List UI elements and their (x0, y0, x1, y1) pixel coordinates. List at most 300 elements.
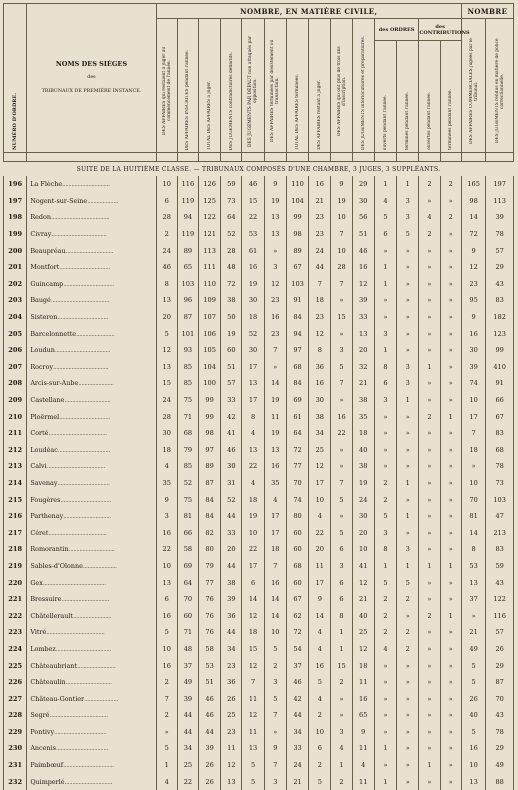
row-number: 222 (4, 607, 27, 624)
value-cell-col-7: 98 (286, 226, 308, 243)
table-row (4, 591, 514, 608)
value-cell-col-10: 56 (352, 209, 374, 226)
value-cell-col-10: 12 (352, 276, 374, 293)
value-cell-col-4: 31 (221, 475, 242, 492)
tribunal-name: Châteaulin (30, 678, 66, 687)
value-cell-col-3: 82 (198, 524, 220, 541)
value-cell-col-1: 24 (156, 242, 177, 259)
value-cell-col-8: 38 (309, 408, 331, 425)
value-cell-col-3: 99 (198, 408, 220, 425)
value-cell-col-10: 9 (352, 724, 374, 741)
value-cell-col-14: » (440, 475, 461, 492)
tribunal-name-cell (27, 359, 156, 376)
value-cell-col-10: 29 (352, 176, 374, 193)
value-cell-col-5: 12 (242, 657, 264, 674)
table-row (4, 193, 514, 210)
value-cell-col-9: 3 (331, 724, 352, 741)
value-cell-col-3: 110 (198, 276, 220, 293)
leader-dots: ............................... (63, 512, 111, 521)
value-cell-col-14: » (440, 292, 461, 309)
value-cell-col-4: 38 (221, 574, 242, 591)
value-cell-col-8: 16 (309, 375, 331, 392)
value-cell-col-12: 3 (397, 209, 419, 226)
tribunal-name: Paimbœuf (30, 761, 64, 770)
value-cell-col-8: 17 (309, 475, 331, 492)
value-cell-col-7: 103 (286, 276, 308, 293)
value-cell-col-15: » (461, 458, 485, 475)
value-cell-col-14: 2 (440, 176, 461, 193)
table-row (4, 475, 514, 492)
civil-group-header: NOMBRE, EN MATIÈRE CIVILE, (156, 4, 461, 19)
value-cell-col-16: 103 (486, 491, 514, 508)
table-row (4, 674, 514, 691)
tribunal-name-cell (27, 309, 156, 326)
value-cell-col-2: 119 (177, 193, 198, 210)
col-header-6: DES AFFAIRES terminées par désistement ou transaction. (264, 19, 286, 153)
value-cell-col-13: 2 (419, 408, 440, 425)
row-number: 205 (4, 325, 27, 342)
tribunal-name-cell (27, 707, 156, 724)
tribunal-name-cell (27, 209, 156, 226)
value-cell-col-8: 22 (309, 524, 331, 541)
value-cell-col-1: 16 (156, 607, 177, 624)
value-cell-col-2: 75 (177, 491, 198, 508)
value-cell-col-12: » (397, 690, 419, 707)
value-cell-col-2: 64 (177, 574, 198, 591)
value-cell-col-5: 16 (242, 259, 264, 276)
row-number: 199 (4, 226, 27, 243)
value-cell-col-3: 105 (198, 342, 220, 359)
value-cell-col-3: 87 (198, 475, 220, 492)
value-cell-col-12: 1 (397, 558, 419, 575)
value-cell-col-3: 77 (198, 574, 220, 591)
value-cell-col-14: » (440, 641, 461, 658)
value-cell-col-7: 44 (286, 707, 308, 724)
value-cell-col-13: » (419, 242, 440, 259)
value-cell-col-15: 10 (461, 392, 485, 409)
value-cell-col-7: 64 (286, 425, 308, 442)
row-number: 231 (4, 757, 27, 774)
col-header-11: ouverts pendant l'année. (374, 41, 396, 153)
value-cell-col-10: 16 (352, 259, 374, 276)
value-cell-col-3: 79 (198, 558, 220, 575)
statistics-table (3, 3, 514, 790)
value-cell-col-2: 52 (177, 475, 198, 492)
value-cell-col-12: 1 (397, 392, 419, 409)
value-cell-col-1: 30 (156, 425, 177, 442)
value-cell-col-13: » (419, 425, 440, 442)
tribunal-name: Baugé (30, 296, 51, 305)
value-cell-col-4: 23 (221, 657, 242, 674)
value-cell-col-13: » (419, 375, 440, 392)
value-cell-col-2: 75 (177, 392, 198, 409)
value-cell-col-14: » (440, 757, 461, 774)
leader-dots: .................................... (53, 362, 109, 371)
value-cell-col-11: 8 (374, 541, 396, 558)
value-cell-col-11: 1 (374, 740, 396, 757)
tribunal-name-cell (27, 491, 156, 508)
value-cell-col-11: 1 (374, 176, 396, 193)
value-cell-col-9: 19 (331, 193, 352, 210)
tribunal-name: La Flèche (30, 180, 63, 189)
table-row (4, 641, 514, 658)
value-cell-col-6: 17 (264, 524, 286, 541)
value-cell-col-10: 39 (352, 292, 374, 309)
col-header-14: terminées pendant l'année. (440, 41, 461, 153)
value-cell-col-3: 111 (198, 259, 220, 276)
value-cell-col-15: 26 (461, 690, 485, 707)
tribunal-name: Castellane (30, 396, 65, 405)
value-cell-col-4: 57 (221, 375, 242, 392)
value-cell-col-4: 42 (221, 408, 242, 425)
value-cell-col-2: 119 (177, 226, 198, 243)
value-cell-col-12: » (397, 242, 419, 259)
value-cell-col-9: 5 (331, 491, 352, 508)
value-cell-col-7: 54 (286, 641, 308, 658)
table-row (4, 773, 514, 790)
table-row (4, 624, 514, 641)
tribunal-name-cell (27, 276, 156, 293)
value-cell-col-1: 5 (156, 325, 177, 342)
value-cell-col-8: 36 (309, 359, 331, 376)
leader-dots: ...................................... (50, 213, 110, 222)
col-header-16: DES JUGEMENTS rendus en matière de police correctionnelle. (486, 19, 514, 153)
value-cell-col-7: 67 (286, 259, 308, 276)
leader-dots: ................................. (59, 412, 110, 421)
value-cell-col-9: » (331, 325, 352, 342)
value-cell-col-2: 87 (177, 309, 198, 326)
value-cell-col-11: » (374, 757, 396, 774)
value-cell-col-10: 32 (352, 359, 374, 376)
value-cell-col-14: 1 (440, 607, 461, 624)
value-cell-col-11: » (374, 458, 396, 475)
value-cell-col-1: 3 (156, 508, 177, 525)
value-cell-col-8: 20 (309, 541, 331, 558)
value-cell-col-4: 59 (221, 176, 242, 193)
value-cell-col-12: » (397, 458, 419, 475)
value-cell-col-6: 16 (264, 458, 286, 475)
value-cell-col-8: 23 (309, 209, 331, 226)
col-header-13: ouvertes pendant l'année. (419, 41, 440, 153)
col-number-label: NUMÉRO D'ORDRE. (11, 93, 18, 150)
value-cell-col-2: 68 (177, 425, 198, 442)
tribunal-name-cell (27, 541, 156, 558)
value-cell-col-8: 17 (309, 574, 331, 591)
value-cell-col-16: 43 (486, 276, 514, 293)
col-header-12: terminés pendant l'année. (397, 41, 419, 153)
value-cell-col-6: 13 (264, 209, 286, 226)
value-cell-col-7: 74 (286, 491, 308, 508)
tribunal-name: Barcelonnette (30, 329, 77, 338)
value-cell-col-1: 2 (156, 226, 177, 243)
value-cell-col-9: 6 (331, 541, 352, 558)
tribunal-name: Loudun (30, 346, 55, 355)
row-number: 204 (4, 309, 27, 326)
value-cell-col-16: 122 (486, 591, 514, 608)
tribunal-name-cell (27, 757, 156, 774)
value-cell-col-1: 28 (156, 209, 177, 226)
value-cell-col-1: 9 (156, 491, 177, 508)
value-cell-col-10: 25 (352, 624, 374, 641)
value-cell-col-12: » (397, 442, 419, 459)
value-cell-col-5: 18 (242, 491, 264, 508)
value-cell-col-5: 15 (242, 193, 264, 210)
value-cell-col-9: 7 (331, 276, 352, 293)
row-number: 216 (4, 508, 27, 525)
value-cell-col-2: 70 (177, 591, 198, 608)
value-cell-col-3: 109 (198, 292, 220, 309)
value-cell-col-11: 3 (374, 325, 396, 342)
row-number: 218 (4, 541, 27, 558)
value-cell-col-2: 71 (177, 624, 198, 641)
value-cell-col-11: 1 (374, 276, 396, 293)
value-cell-col-2: 22 (177, 773, 198, 790)
value-cell-col-5: 52 (242, 325, 264, 342)
value-cell-col-4: 33 (221, 524, 242, 541)
value-cell-col-12: 5 (397, 574, 419, 591)
value-cell-col-7: 24 (286, 757, 308, 774)
tribunal-name: Pontivy (30, 727, 55, 736)
value-cell-col-8: 18 (309, 292, 331, 309)
value-cell-col-11: » (374, 292, 396, 309)
names-des: des (87, 75, 96, 80)
value-cell-col-11: 2 (374, 475, 396, 492)
col-header-9: DES AFFAIRES qui ont plus de trois ans d'inscription. (331, 19, 352, 153)
value-cell-col-16: 29 (486, 740, 514, 757)
row-number: 202 (4, 276, 27, 293)
value-cell-col-15: 53 (461, 558, 485, 575)
value-cell-col-4: 52 (221, 226, 242, 243)
value-cell-col-4: 39 (221, 591, 242, 608)
value-cell-col-8: 30 (309, 392, 331, 409)
value-cell-col-4: 19 (221, 325, 242, 342)
table-row (4, 757, 514, 774)
value-cell-col-12: » (397, 674, 419, 691)
row-number: 214 (4, 475, 27, 492)
value-cell-col-3: 104 (198, 359, 220, 376)
value-cell-col-10: 38 (352, 458, 374, 475)
leader-dots: ......................................... (42, 578, 106, 587)
value-cell-col-11: 3 (374, 524, 396, 541)
tribunal-name: Châteaubriant (30, 661, 78, 670)
value-cell-col-15: 9 (461, 242, 485, 259)
value-cell-col-10: 35 (352, 408, 374, 425)
tribunal-name: Redon (30, 213, 51, 222)
tribunal-name-cell (27, 657, 156, 674)
value-cell-col-8: 34 (309, 425, 331, 442)
value-cell-col-14: » (440, 375, 461, 392)
value-cell-col-4: 34 (221, 641, 242, 658)
names-subtitle: TRIBUNAUX DE PREMIÈRE INSTANCE. (41, 89, 142, 94)
table-row (4, 425, 514, 442)
value-cell-col-8: 9 (309, 591, 331, 608)
value-cell-col-5: 4 (242, 425, 264, 442)
row-number: 208 (4, 375, 27, 392)
value-cell-col-6: 5 (264, 690, 286, 707)
value-cell-col-7: 97 (286, 342, 308, 359)
value-cell-col-14: » (440, 259, 461, 276)
value-cell-col-15: 74 (461, 375, 485, 392)
tribunal-name: Parthenay (30, 512, 64, 521)
value-cell-col-2: 85 (177, 359, 198, 376)
value-cell-col-12: 3 (397, 375, 419, 392)
value-cell-col-8: 6 (309, 740, 331, 757)
value-cell-col-14: » (440, 508, 461, 525)
value-cell-col-3: 97 (198, 442, 220, 459)
value-cell-col-10: 51 (352, 226, 374, 243)
value-cell-col-9: 6 (331, 574, 352, 591)
value-cell-col-5: 30 (242, 342, 264, 359)
value-cell-col-9: 22 (331, 425, 352, 442)
value-cell-col-9: 7 (331, 475, 352, 492)
tribunal-name: Ancenis (30, 744, 56, 753)
value-cell-col-6: 13 (264, 226, 286, 243)
row-number: 232 (4, 773, 27, 790)
value-cell-col-7: 91 (286, 292, 308, 309)
value-cell-col-1: 22 (156, 541, 177, 558)
value-cell-col-11: 4 (374, 193, 396, 210)
value-cell-col-8: 12 (309, 458, 331, 475)
value-cell-col-1: 46 (156, 259, 177, 276)
value-cell-col-4: 36 (221, 607, 242, 624)
value-cell-col-16: 57 (486, 242, 514, 259)
value-cell-col-1: 10 (156, 558, 177, 575)
value-cell-col-5: 8 (242, 408, 264, 425)
value-cell-col-5: 13 (242, 442, 264, 459)
value-cell-col-16: 78 (486, 226, 514, 243)
value-cell-col-7: 21 (286, 773, 308, 790)
value-cell-col-16: 73 (486, 475, 514, 492)
names-title: NOMS DES SIÉGES (55, 60, 128, 68)
table-row (4, 657, 514, 674)
table-row (4, 292, 514, 309)
value-cell-col-13: 1 (419, 558, 440, 575)
value-cell-col-12: 3 (397, 541, 419, 558)
value-cell-col-2: 37 (177, 657, 198, 674)
value-cell-col-1: 5 (156, 740, 177, 757)
value-cell-col-11: 1 (374, 773, 396, 790)
value-cell-col-6: 14 (264, 591, 286, 608)
value-cell-col-15: 70 (461, 491, 485, 508)
value-cell-col-6: 19 (264, 193, 286, 210)
value-cell-col-13: » (419, 508, 440, 525)
row-number: 203 (4, 292, 27, 309)
value-cell-col-10: 12 (352, 574, 374, 591)
table-row (4, 392, 514, 409)
value-cell-col-4: 12 (221, 757, 242, 774)
tribunal-name: Fougères (30, 495, 61, 504)
value-cell-col-11: 8 (374, 359, 396, 376)
value-cell-col-3: 122 (198, 209, 220, 226)
col-header-10: DES JUGEMENTS interlocutoires et préparatoires. (352, 19, 374, 153)
value-cell-col-15: 21 (461, 624, 485, 641)
value-cell-col-10: 19 (352, 475, 374, 492)
value-cell-col-4: 64 (221, 209, 242, 226)
value-cell-col-3: 98 (198, 425, 220, 442)
value-cell-col-2: 34 (177, 740, 198, 757)
row-number: 227 (4, 690, 27, 707)
leader-dots: ................................. (59, 263, 110, 272)
leader-dots: .................... (87, 196, 118, 205)
value-cell-col-10: 21 (352, 591, 374, 608)
value-cell-col-11: 5 (374, 508, 396, 525)
value-cell-col-4: 36 (221, 674, 242, 691)
value-cell-col-13: » (419, 491, 440, 508)
value-cell-col-11: 6 (374, 226, 396, 243)
tribunal-name-cell (27, 392, 156, 409)
row-number: 225 (4, 657, 27, 674)
tribunal-name-cell (27, 342, 156, 359)
col-header-15: DES AFFAIRES COMMERCIALES jugées par le tribunal. (461, 19, 485, 153)
value-cell-col-5: 7 (242, 674, 264, 691)
value-cell-col-14: » (440, 325, 461, 342)
value-cell-col-10: 4 (352, 757, 374, 774)
value-cell-col-15: 40 (461, 707, 485, 724)
value-cell-col-10: 11 (352, 674, 374, 691)
value-cell-col-9: » (331, 458, 352, 475)
value-cell-col-4: 33 (221, 392, 242, 409)
col-header-7: TOTAL DES AFFAIRES terminées. (286, 19, 308, 153)
value-cell-col-13: » (419, 541, 440, 558)
value-cell-col-9: 8 (331, 607, 352, 624)
value-cell-col-14: » (440, 359, 461, 376)
value-cell-col-11: 2 (374, 607, 396, 624)
value-cell-col-11: » (374, 425, 396, 442)
value-cell-col-15: 72 (461, 226, 485, 243)
value-cell-col-16: 29 (486, 657, 514, 674)
leader-dots: .................................. (57, 445, 110, 454)
value-cell-col-12: » (397, 259, 419, 276)
value-cell-col-3: 26 (198, 773, 220, 790)
value-cell-col-3: 126 (198, 176, 220, 193)
table-row (4, 259, 514, 276)
value-cell-col-2: 96 (177, 292, 198, 309)
value-cell-col-14: 2 (440, 209, 461, 226)
names-header (27, 4, 156, 153)
value-cell-col-8: 5 (309, 773, 331, 790)
tribunal-name-cell (27, 176, 156, 193)
value-cell-col-16: 43 (486, 574, 514, 591)
leader-dots: .............................. (65, 678, 112, 687)
tribunal-name-cell (27, 574, 156, 591)
value-cell-col-11: » (374, 442, 396, 459)
value-cell-col-3: 113 (198, 242, 220, 259)
value-cell-col-14: » (440, 276, 461, 293)
value-cell-col-12: » (397, 707, 419, 724)
row-number: 206 (4, 342, 27, 359)
value-cell-col-13: » (419, 740, 440, 757)
value-cell-col-1: 20 (156, 309, 177, 326)
value-cell-col-6: 18 (264, 541, 286, 558)
value-cell-col-8: 23 (309, 226, 331, 243)
value-cell-col-4: 20 (221, 541, 242, 558)
value-cell-col-15: 98 (461, 193, 485, 210)
value-cell-col-11: 4 (374, 641, 396, 658)
value-cell-col-8: 7 (309, 276, 331, 293)
value-cell-col-2: 89 (177, 242, 198, 259)
leader-dots: ......................... (72, 611, 112, 620)
value-cell-col-6: 9 (264, 740, 286, 757)
value-cell-col-7: 69 (286, 392, 308, 409)
tribunal-name-cell (27, 259, 156, 276)
value-cell-col-10: 11 (352, 740, 374, 757)
value-cell-col-7: 68 (286, 359, 308, 376)
value-cell-col-3: 53 (198, 657, 220, 674)
table-row (4, 508, 514, 525)
value-cell-col-1: 1 (156, 757, 177, 774)
table-row (4, 309, 514, 326)
value-cell-col-6: 23 (264, 292, 286, 309)
